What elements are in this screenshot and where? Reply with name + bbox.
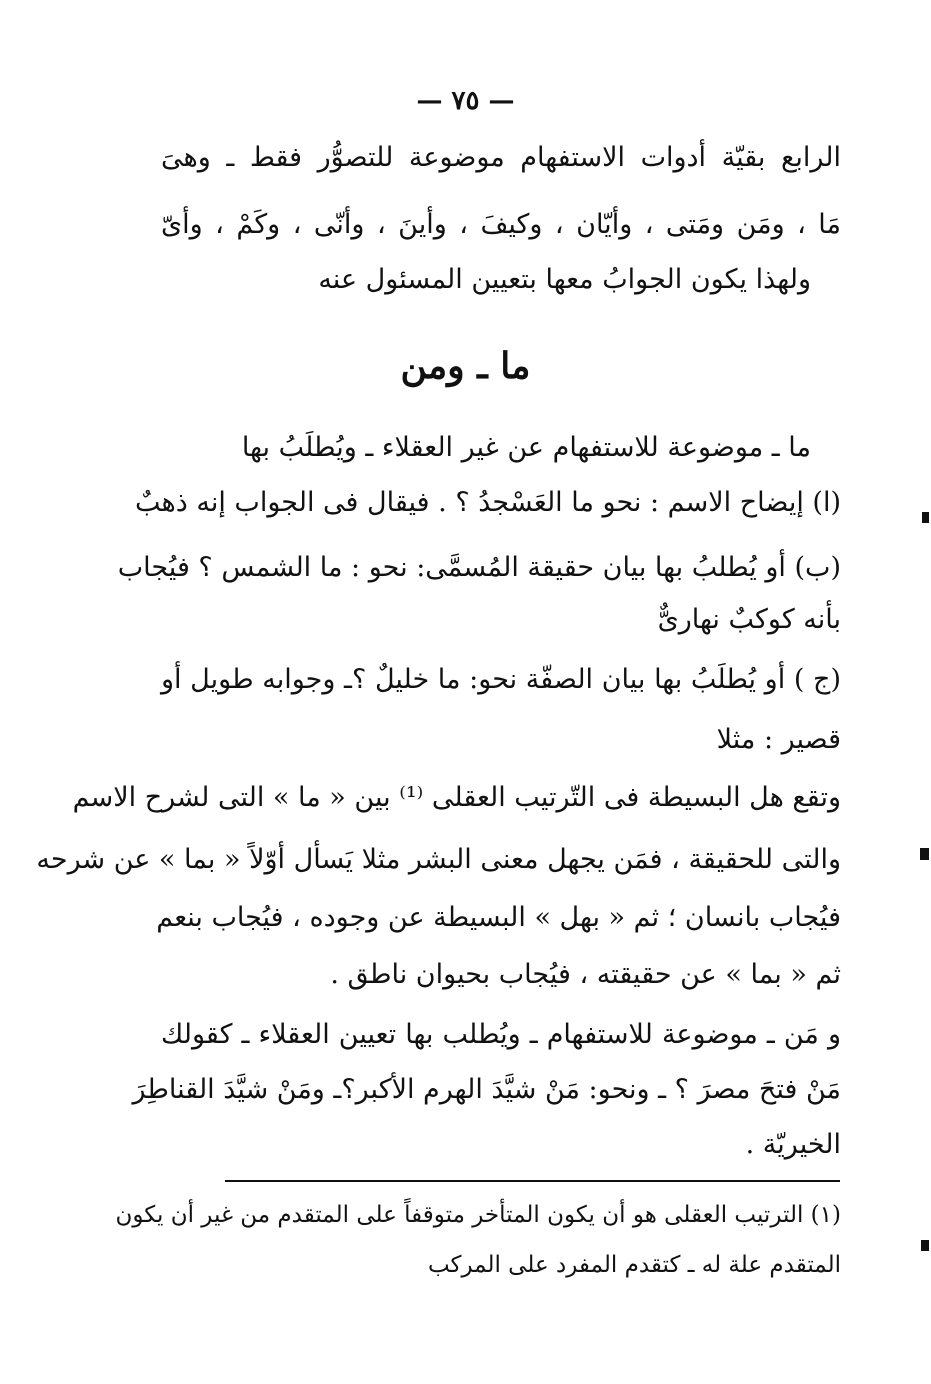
- body-line-9: فيُجاب بانسان ؛ ثم « بهل » البسيطة عن وجوده ، فيُجاب بنعم: [156, 902, 841, 933]
- intro-line-1: الرابع بقيّة أدوات الاستفهام موضوعة للتصوُّر فقط ـ وهىَ: [161, 142, 841, 173]
- body-line-12: مَنْ فتحَ مصرَ ؟ ـ ونحو: مَنْ شيَّدَ الهرم الأكبر؟ـ ومَنْ شيَّدَ القناطِرَ: [132, 1074, 841, 1105]
- scan-margin-mark: [920, 848, 929, 860]
- body-line-11: و مَن ـ موضوعة للاستفهام ـ ويُطلب بها تعيين العقلاء ـ كقولك: [161, 1019, 841, 1050]
- body-line-6: قصير : مثلا: [716, 724, 841, 755]
- body-line-8: والتى للحقيقة ، فمَن يجهل معنى البشر مثلا يَسأل أوّلاً « بما » عن شرحه: [36, 844, 841, 875]
- footnote-line-1: (١) الترتيب العقلى هو أن يكون المتأخر متوقفاً على المتقدم من غير أن يكون: [115, 1202, 841, 1228]
- scan-margin-mark: [921, 1240, 929, 1251]
- intro-line-3: ولهذا يكون الجوابُ معها بتعيين المسئول عنه: [318, 264, 811, 295]
- footnote-divider: [225, 1180, 840, 1182]
- body-line-7: وتقع هل البسيطة فى التّرتيب العقلى ⁽¹⁾ بين « ما » التى لشرح الاسم: [72, 782, 841, 813]
- body-line-3: (ب) أو يُطلبُ بها بيان حقيقة المُسمَّى: نحو : ما الشمس ؟ فيُجاب: [117, 552, 841, 583]
- body-line-2: (ا) إيضاح الاسم : نحو ما العَسْجدُ ؟ . فيقال فى الجواب إنه ذهبٌ: [134, 487, 841, 518]
- body-line-5: (ج ) أو يُطلَبُ بها بيان الصفّة نحو: ما خليلٌ ؟ـ وجوابه طويل أو: [161, 664, 841, 695]
- body-line-1: ما ـ موضوعة للاستفهام عن غير العقلاء ـ ويُطلَبُ بها: [241, 432, 811, 463]
- page-number: — ٧٥ —: [416, 86, 515, 116]
- scan-margin-mark: [922, 512, 929, 523]
- footnote-line-2: المتقدم علة له ـ كتقدم المفرد على المركب: [427, 1252, 841, 1278]
- section-heading: ما ـ ومن: [400, 345, 531, 387]
- intro-line-2: مَا ، ومَن ومَتى ، وأيّان ، وكيفَ ، وأينَ ، وأنّى ، وكَمْ ، وأىّ: [161, 209, 841, 240]
- body-line-13: الخيريّة .: [745, 1129, 841, 1160]
- body-line-10: ثم « بما » عن حقيقته ، فيُجاب بحيوان ناطق .: [330, 959, 841, 990]
- body-line-4: بأنه كوكبٌ نهارىٌّ: [657, 604, 841, 635]
